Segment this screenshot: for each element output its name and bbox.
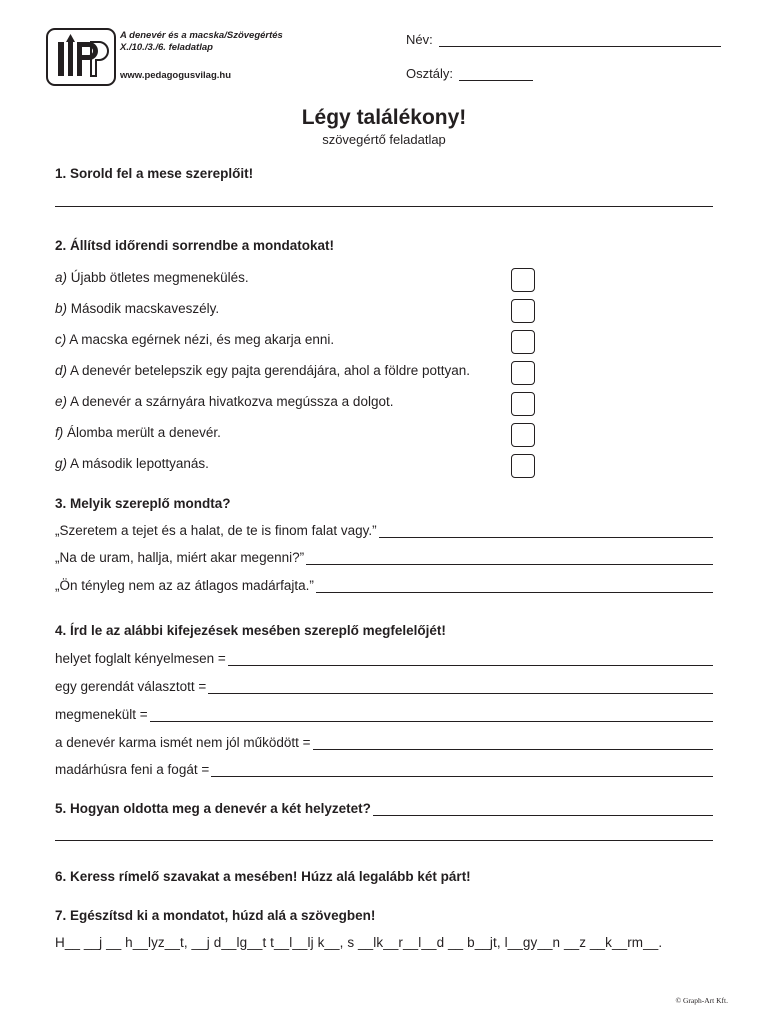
item-text: Második macskaveszély. bbox=[70, 301, 220, 316]
phrase-row bbox=[55, 707, 713, 722]
item-text: Álomba merült a denevér. bbox=[67, 425, 221, 440]
phrase-text: megmenekült = bbox=[55, 707, 148, 722]
question-5-row bbox=[55, 801, 713, 816]
website-url[interactable]: www.pedagogusvilag.hu bbox=[120, 70, 232, 81]
sequence-item bbox=[55, 456, 209, 471]
phrase-text: a denevér karma ismét nem jól működött = bbox=[55, 735, 311, 750]
quote-text: „Szeretem a tejet és a halat, de te is finom falat vagy.” bbox=[55, 523, 377, 538]
phrase-row bbox=[55, 679, 713, 694]
answer-line-q1[interactable] bbox=[55, 206, 713, 207]
answer-line[interactable] bbox=[150, 711, 713, 722]
sequence-item bbox=[55, 301, 219, 316]
answer-line[interactable] bbox=[313, 739, 714, 750]
item-text: A denevér betelepszik egy pajta gerendájára, ahol a földre pottyan. bbox=[70, 363, 471, 378]
item-text: A denevér a szárnyára hivatkozva megússza a dolgot. bbox=[70, 394, 394, 409]
answer-line[interactable] bbox=[306, 554, 713, 565]
phrase-row bbox=[55, 762, 713, 777]
item-letter: c) bbox=[55, 332, 67, 347]
item-text: A macska egérnek nézi, és meg akarja enni. bbox=[69, 332, 335, 347]
answer-line[interactable] bbox=[379, 527, 713, 538]
meta-line-2: X./10./3./6. feladatlap bbox=[120, 42, 213, 53]
answer-line[interactable] bbox=[208, 683, 713, 694]
name-label: Név: bbox=[406, 32, 433, 47]
order-box[interactable] bbox=[511, 454, 535, 478]
class-label: Osztály: bbox=[406, 66, 453, 81]
copyright: © Graph-Art Kft. bbox=[675, 996, 728, 1005]
sequence-item bbox=[55, 270, 249, 285]
quote-text: „Ön tényleg nem az az átlagos madárfajta.” bbox=[55, 578, 314, 593]
class-line[interactable] bbox=[459, 68, 533, 81]
answer-line[interactable] bbox=[211, 766, 713, 777]
page-title: Légy találékony! bbox=[301, 106, 467, 129]
quote-text: „Na de uram, hallja, miért akar megenni?” bbox=[55, 550, 305, 565]
class-field[interactable] bbox=[406, 66, 533, 81]
quote-row bbox=[55, 550, 713, 565]
answer-line[interactable] bbox=[373, 805, 713, 816]
quote-row bbox=[55, 578, 713, 593]
phrase-text: helyet foglalt kényelmesen = bbox=[55, 651, 226, 666]
page-subtitle: szövegértő feladatlap bbox=[322, 132, 446, 147]
order-box[interactable] bbox=[511, 423, 535, 447]
item-text: Újabb ötletes megmenekülés. bbox=[70, 270, 249, 285]
item-letter: g) bbox=[55, 456, 68, 471]
question-7: 7. Egészítsd ki a mondatot, húzd alá a szövegben! bbox=[55, 908, 376, 923]
question-5: 5. Hogyan oldotta meg a denevér a két helyzetet? bbox=[55, 801, 371, 816]
order-box[interactable] bbox=[511, 392, 535, 416]
publisher-logo bbox=[46, 28, 116, 86]
question-3: 3. Melyik szereplő mondta? bbox=[55, 496, 231, 511]
name-field[interactable] bbox=[406, 32, 721, 47]
phrase-row bbox=[55, 651, 713, 666]
item-text: A második lepottyanás. bbox=[70, 456, 209, 471]
sequence-item bbox=[55, 394, 393, 409]
phrase-text: egy gerendát választott = bbox=[55, 679, 207, 694]
answer-line[interactable] bbox=[316, 582, 713, 593]
question-1: 1. Sorold fel a mese szereplőit! bbox=[55, 166, 254, 181]
phrase-row bbox=[55, 735, 713, 750]
order-box[interactable] bbox=[511, 299, 535, 323]
answer-line[interactable] bbox=[228, 655, 713, 666]
item-letter: a) bbox=[55, 270, 68, 285]
question-6: 6. Keress rímelő szavakat a mesében! Húzz alá legalább két párt! bbox=[55, 869, 471, 884]
item-letter: b) bbox=[55, 301, 68, 316]
order-box[interactable] bbox=[511, 330, 535, 354]
item-letter: f) bbox=[55, 425, 64, 440]
order-box[interactable] bbox=[511, 361, 535, 385]
sequence-item bbox=[55, 363, 470, 378]
sequence-item bbox=[55, 425, 221, 440]
pp-logo-icon bbox=[48, 30, 114, 84]
phrase-text: madárhúsra feni a fogát = bbox=[55, 762, 210, 777]
name-line[interactable] bbox=[439, 34, 721, 47]
item-letter: d) bbox=[55, 363, 68, 378]
sequence-item bbox=[55, 332, 334, 347]
question-2: 2. Állítsd időrendi sorrendbe a mondatokat! bbox=[55, 238, 335, 253]
worksheet-meta bbox=[120, 30, 283, 54]
meta-line-1: A denevér és a macska/Szövegértés bbox=[120, 30, 283, 41]
fill-in-sentence: H__ __j __ h__lyz__t, __j d__lg__t t__l__lj k__, s __lk__r__l__d __ b__jt, l__gy__n __z __k__rm__. bbox=[55, 935, 663, 950]
quote-row bbox=[55, 523, 713, 538]
answer-line-q5[interactable] bbox=[55, 840, 713, 841]
order-box[interactable] bbox=[511, 268, 535, 292]
item-letter: e) bbox=[55, 394, 68, 409]
question-4: 4. Írd le az alábbi kifejezések mesében szereplő megfelelőjét! bbox=[55, 623, 446, 638]
